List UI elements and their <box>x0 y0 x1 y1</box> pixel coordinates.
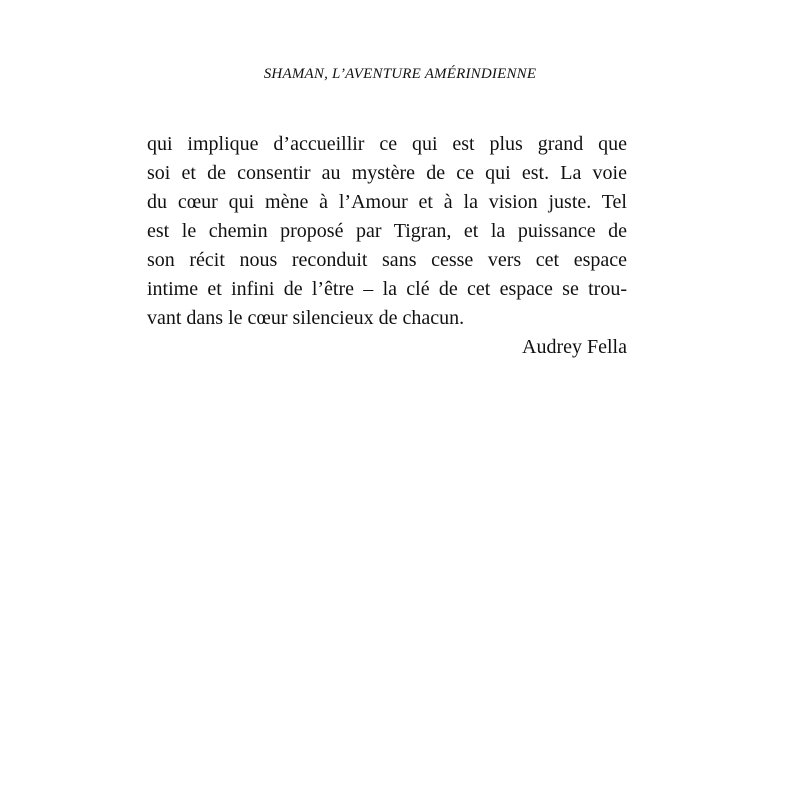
text-line: son récit nous reconduit sans cesse vers cet espace <box>147 249 627 271</box>
author-signature: Audrey Fella <box>522 336 627 358</box>
text-line: est le chemin proposé par Tigran, et la puissance de <box>147 220 627 242</box>
text-line: du cœur qui mène à l’Amour et à la vision juste. Tel <box>147 191 627 213</box>
text-line: vant dans le cœur silencieux de chacun. <box>147 307 465 329</box>
body-paragraph <box>147 130 627 362</box>
text-line: soi et de consentir au mystère de ce qui est. La voie <box>147 162 627 184</box>
text-line: intime et infini de l’être – la clé de cet espace se trou- <box>147 278 627 300</box>
running-head: SHAMAN, L’AVENTURE AMÉRINDIENNE <box>263 66 537 82</box>
text-line: qui implique d’accueillir ce qui est plus grand que <box>147 133 627 155</box>
